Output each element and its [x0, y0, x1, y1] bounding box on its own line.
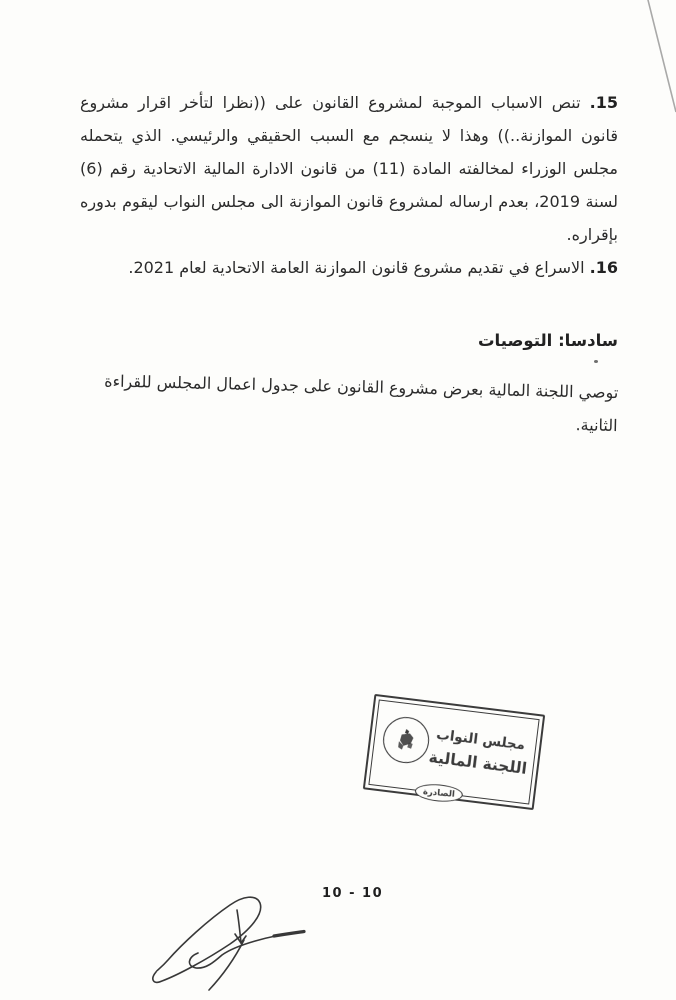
recommendation-paragraph: توصي اللجنة المالية بعرض مشروع القانون على جدول اعمال المجلس للقراءة الثانية. — [103, 371, 619, 436]
stamp-committee-name: اللجنة المالية — [427, 748, 528, 779]
section-heading-recommendations: سادسا: التوصيات — [477, 331, 618, 350]
item-number: 16. — [589, 258, 618, 277]
stamp-org-name: مجلس النواب — [435, 727, 526, 754]
document-body — [80, 86, 618, 436]
numbered-item-16 — [80, 251, 618, 284]
item-text: الاسراع في تقديم مشروع قانون الموازنة العامة الاتحادية لعام 2021. — [128, 258, 585, 277]
handwritten-signature-icon — [140, 886, 335, 1000]
item-text: تنص الاسباب الموجبة لمشروع القانون على ((نظرا لتأخر اقرار مشروع قانون الموازنة..)) وهذا لا ينسجم مع السبب الحقيقي والرئيسي. الذي يتحمله مجلس الوزراء لمخالفته المادة (11) من قانون الادارة المالية الاتحادية رقم (6) لسنة 2019، بعدم ارساله لمشروع قانون الموازنة الى مجلس النواب ليقوم بدوره بإقراره. — [80, 93, 619, 244]
item-number: 15. — [589, 93, 618, 112]
numbered-item-15 — [80, 86, 618, 251]
stamp-oval-label: الصادرة — [414, 782, 463, 803]
official-stamp — [363, 694, 545, 810]
iraq-coat-of-arms-eagle-icon — [380, 714, 431, 765]
page-number: 10 - 10 — [322, 886, 384, 901]
stamp-text — [426, 726, 532, 779]
